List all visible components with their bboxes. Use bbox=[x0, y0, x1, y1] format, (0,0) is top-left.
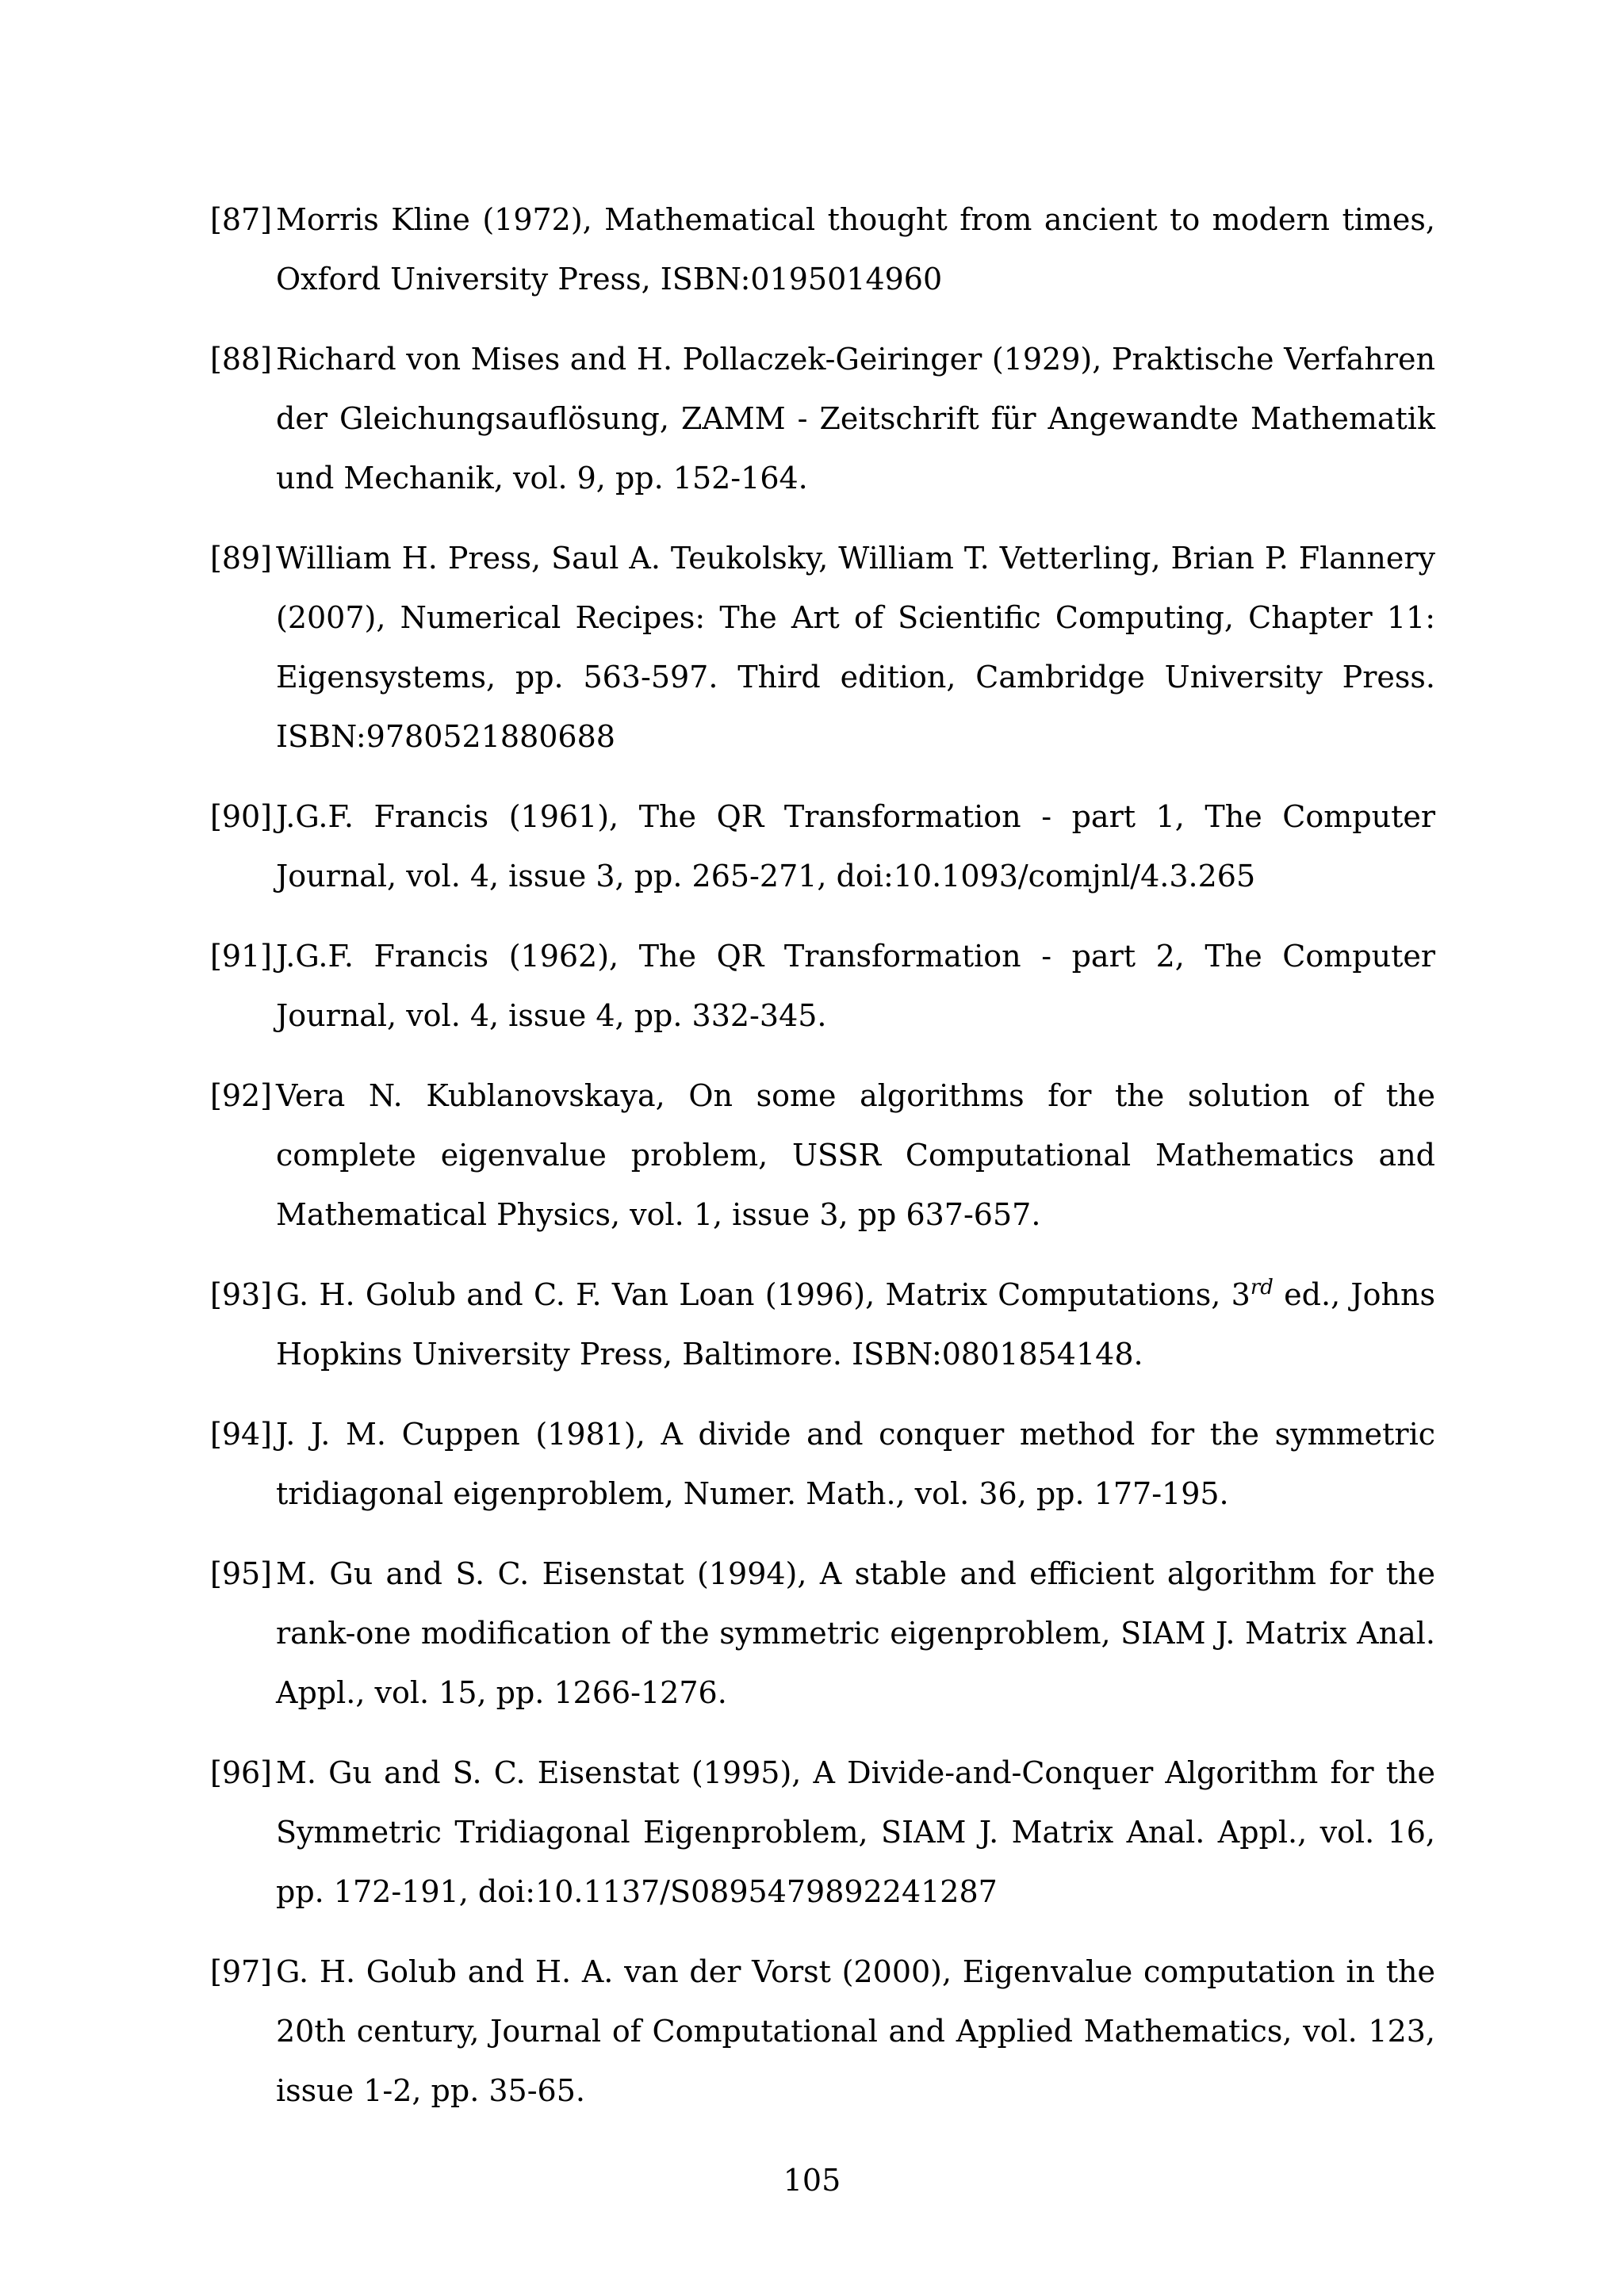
reference-item-97 bbox=[210, 1942, 1435, 2121]
reference-item-88 bbox=[210, 330, 1435, 508]
reference-text: J.G.F. Francis (1962), The QR Transformation - part 2, The Computer Journal, vol. 4, issue 4, pp. 332-345. bbox=[276, 939, 1435, 1033]
reference-number: [96] bbox=[210, 1755, 273, 1790]
reference-text: Richard von Mises and H. Pollaczek-Geiringer (1929), Praktische Verfahren der Gleichungsauflösung, ZAMM - Zeitschrift für Angewandte Mathematik und Mechanik, vol. 9, pp. 152-164. bbox=[276, 342, 1435, 496]
reference-text bbox=[276, 1265, 1435, 1384]
reference-item-95 bbox=[210, 1544, 1435, 1723]
reference-number: [88] bbox=[210, 342, 273, 377]
reference-item-87 bbox=[210, 190, 1435, 309]
reference-text: Vera N. Kublanovskaya, On some algorithms for the solution of the complete eigenvalue problem, USSR Computational Mathematics and Mathematical Physics, vol. 1, issue 3, pp 637-657. bbox=[276, 1078, 1435, 1232]
reference-item-90 bbox=[210, 787, 1435, 906]
page-number: 105 bbox=[783, 2163, 841, 2198]
reference-number: [90] bbox=[210, 799, 273, 834]
reference-number: [92] bbox=[210, 1078, 273, 1113]
reference-text: M. Gu and S. C. Eisenstat (1995), A Divide-and-Conquer Algorithm for the Symmetric Tridiagonal Eigenproblem, SIAM J. Matrix Anal. Appl., vol. 16, pp. 172-191, doi:10.1137/S0895479892241287 bbox=[276, 1755, 1435, 1909]
reference-item-96 bbox=[210, 1743, 1435, 1922]
reference-item-93 bbox=[210, 1265, 1435, 1384]
reference-text: J.G.F. Francis (1961), The QR Transformation - part 1, The Computer Journal, vol. 4, issue 3, pp. 265-271, doi:10.1093/comjnl/4.3.265 bbox=[276, 799, 1435, 894]
reference-number: [87] bbox=[210, 202, 273, 237]
reference-text-before-superscript: G. H. Golub and C. F. Van Loan (1996), Matrix Computations, 3 bbox=[276, 1277, 1251, 1312]
reference-number: [93] bbox=[210, 1277, 273, 1312]
reference-text: J. J. M. Cuppen (1981), A divide and conquer method for the symmetric tridiagonal eigenproblem, Numer. Math., vol. 36, pp. 177-195. bbox=[276, 1417, 1435, 1511]
reference-number: [89] bbox=[210, 541, 273, 576]
reference-text: M. Gu and S. C. Eisenstat (1994), A stable and efficient algorithm for the rank-one modification of the symmetric eigenproblem, SIAM J. Matrix Anal. Appl., vol. 15, pp. 1266-1276. bbox=[276, 1556, 1435, 1710]
reference-item-89 bbox=[210, 529, 1435, 767]
reference-item-92 bbox=[210, 1066, 1435, 1245]
reference-text: Morris Kline (1972), Mathematical thought from ancient to modern times, Oxford University Press, ISBN:0195014960 bbox=[276, 202, 1435, 297]
reference-number: [91] bbox=[210, 939, 273, 974]
reference-text: G. H. Golub and H. A. van der Vorst (2000), Eigenvalue computation in the 20th century, Journal of Computational and Applied Mathematics, vol. 123, issue 1-2, pp. 35-65. bbox=[276, 1954, 1435, 2108]
reference-item-94 bbox=[210, 1405, 1435, 1524]
reference-number: [94] bbox=[210, 1417, 273, 1452]
reference-list bbox=[210, 190, 1435, 2141]
reference-number: [95] bbox=[210, 1556, 273, 1591]
ordinal-superscript: rd bbox=[1250, 1276, 1274, 1299]
reference-text: William H. Press, Saul A. Teukolsky, William T. Vetterling, Brian P. Flannery (2007), Numerical Recipes: The Art of Scientific Computing, Chapter 11: Eigensystems, pp. 563-597. Third edition, Cambridge University Press. ISBN:9780521880688 bbox=[276, 541, 1435, 754]
reference-item-91 bbox=[210, 927, 1435, 1046]
reference-text-after-superscript: ed., Johns Hopkins University Press, Baltimore. ISBN:0801854148. bbox=[276, 1277, 1435, 1372]
reference-number: [97] bbox=[210, 1954, 273, 1989]
